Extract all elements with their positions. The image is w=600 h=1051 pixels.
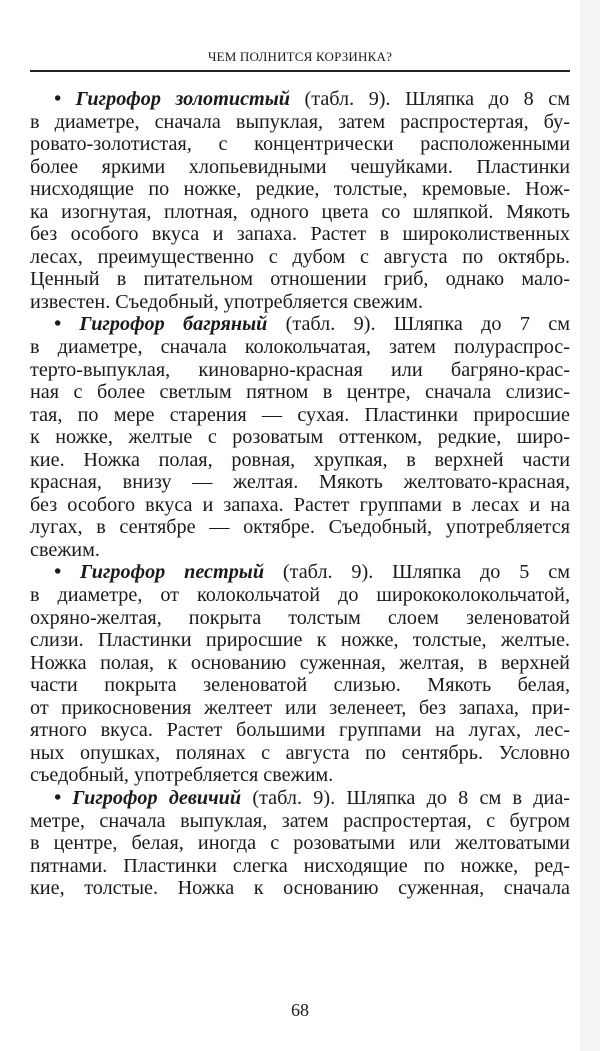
text-line: тая, по мере старения — сухая. Пластинки приросшие [30, 403, 570, 426]
text-line: охряно-желтая, покрыта толстым слоем зеленоватой [30, 606, 570, 629]
text-line: съедобный, употребляется свежим. [30, 764, 334, 787]
text-line: ка изогнутая, плотная, одного цвета со шляпкой. Мякоть [30, 200, 570, 223]
body-text [30, 88, 570, 900]
header-rule [30, 70, 570, 72]
text-line: в диаметре, сначала колокольчатая, затем полураспрос- [30, 336, 570, 359]
text-line: ных опушках, полянах с августа по сентябрь. Условно [30, 741, 570, 764]
species-entry [30, 787, 570, 900]
text-line [30, 561, 570, 584]
text-line: ровато-золотистая, с концентрически расположенными [30, 133, 570, 156]
page-number: 68 [291, 1000, 309, 1020]
species-name: • Гигрофор девичий [54, 786, 242, 809]
text-line [30, 88, 570, 111]
text-line [30, 313, 570, 336]
text-line: без особого вкуса и запаха. Растет группами в лесах и на [30, 493, 570, 516]
text-line: лугах, в сентябре — октябре. Съедобный, употребляется [30, 516, 570, 539]
text-line: более яркими хлопьевидными чешуйками. Пластинки [30, 155, 570, 178]
text-line: в центре, белая, иногда с розоватыми или желтоватыми [30, 832, 570, 855]
species-name: • Гигрофор багряный [54, 313, 268, 336]
text-line: нисходящие по ножке, редкие, толстые, кремовые. Нож- [30, 178, 570, 201]
text-line: Ножка полая, к основанию суженная, желтая, в верхней [30, 651, 570, 674]
species-entry [30, 88, 570, 313]
entry-text: (табл. 9). Шляпка до 5 см [264, 561, 570, 584]
species-name: • Гигрофор пестрый [54, 561, 265, 584]
text-line: свежим. [30, 538, 100, 561]
text-line: без особого вкуса и запаха. Растет в широколиственных [30, 223, 570, 246]
entry-text: (табл. 9). Шляпка до 7 см [267, 313, 570, 336]
text-line: слизи. Пластинки приросшие к ножке, толстые, желтые. [30, 629, 570, 652]
text-line: к ножке, желтые с розоватым оттенком, редкие, широ- [30, 426, 570, 449]
text-line: лесах, преимущественно с дубом с августа по октябрь. [30, 245, 570, 268]
text-line: части покрыта зеленоватой слизью. Мякоть белая, [30, 674, 570, 697]
entry-text: (табл. 9). Шляпка до 8 см в диа- [241, 786, 571, 809]
text-line: пятнами. Пластинки слегка нисходящие по ножке, ред- [30, 854, 570, 877]
text-line: от прикосновения желтеет или зеленеет, без запаха, при- [30, 696, 570, 719]
species-entry [30, 313, 570, 561]
running-head: ЧЕМ ПОЛНИТСЯ КОРЗИНКА? [207, 49, 393, 64]
text-line: в диаметре, сначала выпуклая, затем распростертая, бу- [30, 110, 570, 133]
text-line [30, 787, 570, 810]
text-line: ная с более светлым пятном в центре, сначала слизис- [30, 381, 570, 404]
species-entry [30, 561, 570, 786]
text-line: ятного вкуса. Растет большими группами на лугах, лес- [30, 719, 570, 742]
text-line: Ценный в питательном отношении гриб, однако мало- [30, 268, 570, 291]
text-line: кие. Ножка полая, ровная, хрупкая, в верхней части [30, 448, 570, 471]
text-line: кие, толстые. Ножка к основанию суженная, сначала [30, 877, 570, 900]
text-line: метре, сначала выпуклая, затем распростертая, с бугром [30, 809, 570, 832]
text-line: красная, внизу — желтая. Мякоть желтовато-красная, [30, 471, 570, 494]
text-line: терто-выпуклая, киноварно-красная или багряно-крас- [30, 358, 570, 381]
text-line: в диаметре, от колокольчатой до ширококолокольчатой, [30, 584, 570, 607]
species-name: • Гигрофор золотистый [54, 88, 290, 110]
text-line: известен. Съедобный, употребляется свежим. [30, 290, 423, 313]
entry-text: (табл. 9). Шляпка до 8 см [289, 88, 570, 110]
